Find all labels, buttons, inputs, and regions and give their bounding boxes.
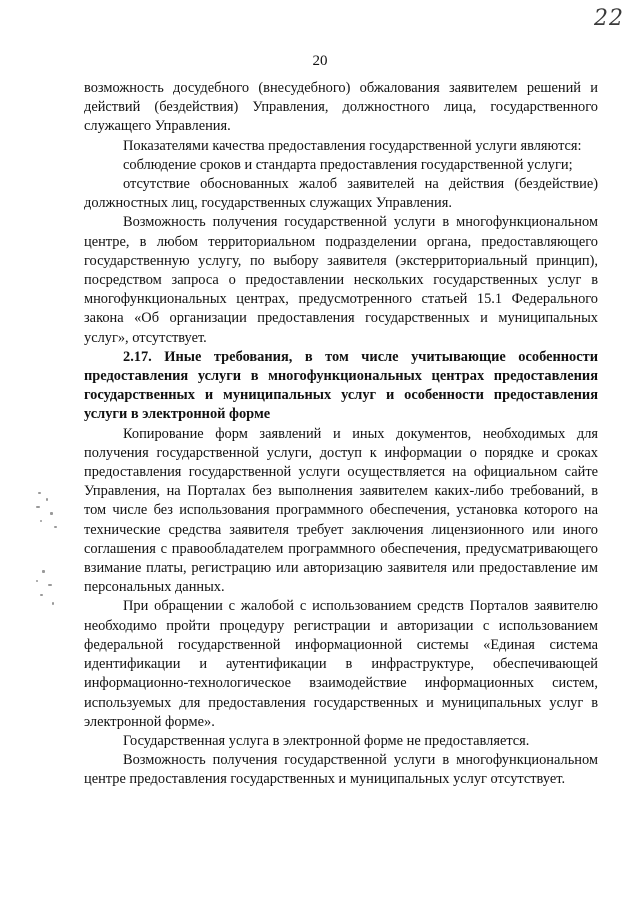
section-heading: 2.17. Иные требования, в том числе учитывающие особенности предоставления услуги в многофункциональных центрах предоставления государственных и муниципальных услуг и особенности предоставления услуги в электронной форме (84, 348, 598, 423)
paragraph: соблюдение сроков и стандарта предоставления государственной услуги; (123, 156, 573, 173)
paragraph: Государственная услуга в электронной форме не предоставляется. (123, 732, 530, 749)
page-number: 20 (312, 53, 328, 69)
paragraph: Показателями качества предоставления государственной услуги являются: (123, 137, 582, 154)
paragraph: отсутствие обоснованных жалоб заявителей на действия (бездействие) должностных лиц, государственных служащих Управления. (84, 176, 598, 212)
paragraph: При обращении с жалобой с использованием средств Порталов заявителю необходимо пройти процедуру регистрации и авторизации с использованием федеральной государственной информационной системы «Единая система идентификации и аутентификации в инфраструктуре, обеспечивающей информационно-технологическое взаимодействие информационных систем, используемых для предоставления государственных и муниципальных услуг в электронной форме». (84, 598, 598, 730)
paragraph: Копирование форм заявлений и иных документов, необходимых для получения государственной услуги, доступ к информации о порядке и сроках предоставления государственной услуги осуществляется на официальном сайте Управления, на Порталах без выполнения заявителем каких-либо требований, в том числе без использования программного обеспечения, установка которого на технические средства заявителя требует заключения лицензионного или иного соглашения с правообладателем программного обеспечения, предусматривающего взимание платы, регистрацию или авторизацию заявителя или предоставление им персональных данных. (84, 425, 598, 596)
scan-artifact-icon (32, 488, 66, 536)
document-body (84, 79, 598, 790)
handwritten-page-mark: 22 (594, 6, 624, 31)
scan-artifact-icon (32, 568, 66, 616)
paragraph: возможность досудебного (внесудебного) обжалования заявителем решений и действий (бездействия) Управления, должностного лица, государственного служащего Управления. (84, 80, 598, 135)
paragraph: Возможность получения государственной услуги в многофункциональном центре, в любом территориальном подразделении органа, предоставляющего государственную услугу, по выбору заявителя (экстерриториальный принцип), посредством запроса о предоставлении нескольких государственных услуг в многофункциональных центрах, предусмотренного статьей 15.1 Федерального закона «Об организации предоставления государственных и муниципальных услуг», отсутствует. (84, 214, 598, 346)
paragraph: Возможность получения государственной услуги в многофункциональном центре предоставления государственных и муниципальных услуг отсутствует. (84, 752, 598, 788)
